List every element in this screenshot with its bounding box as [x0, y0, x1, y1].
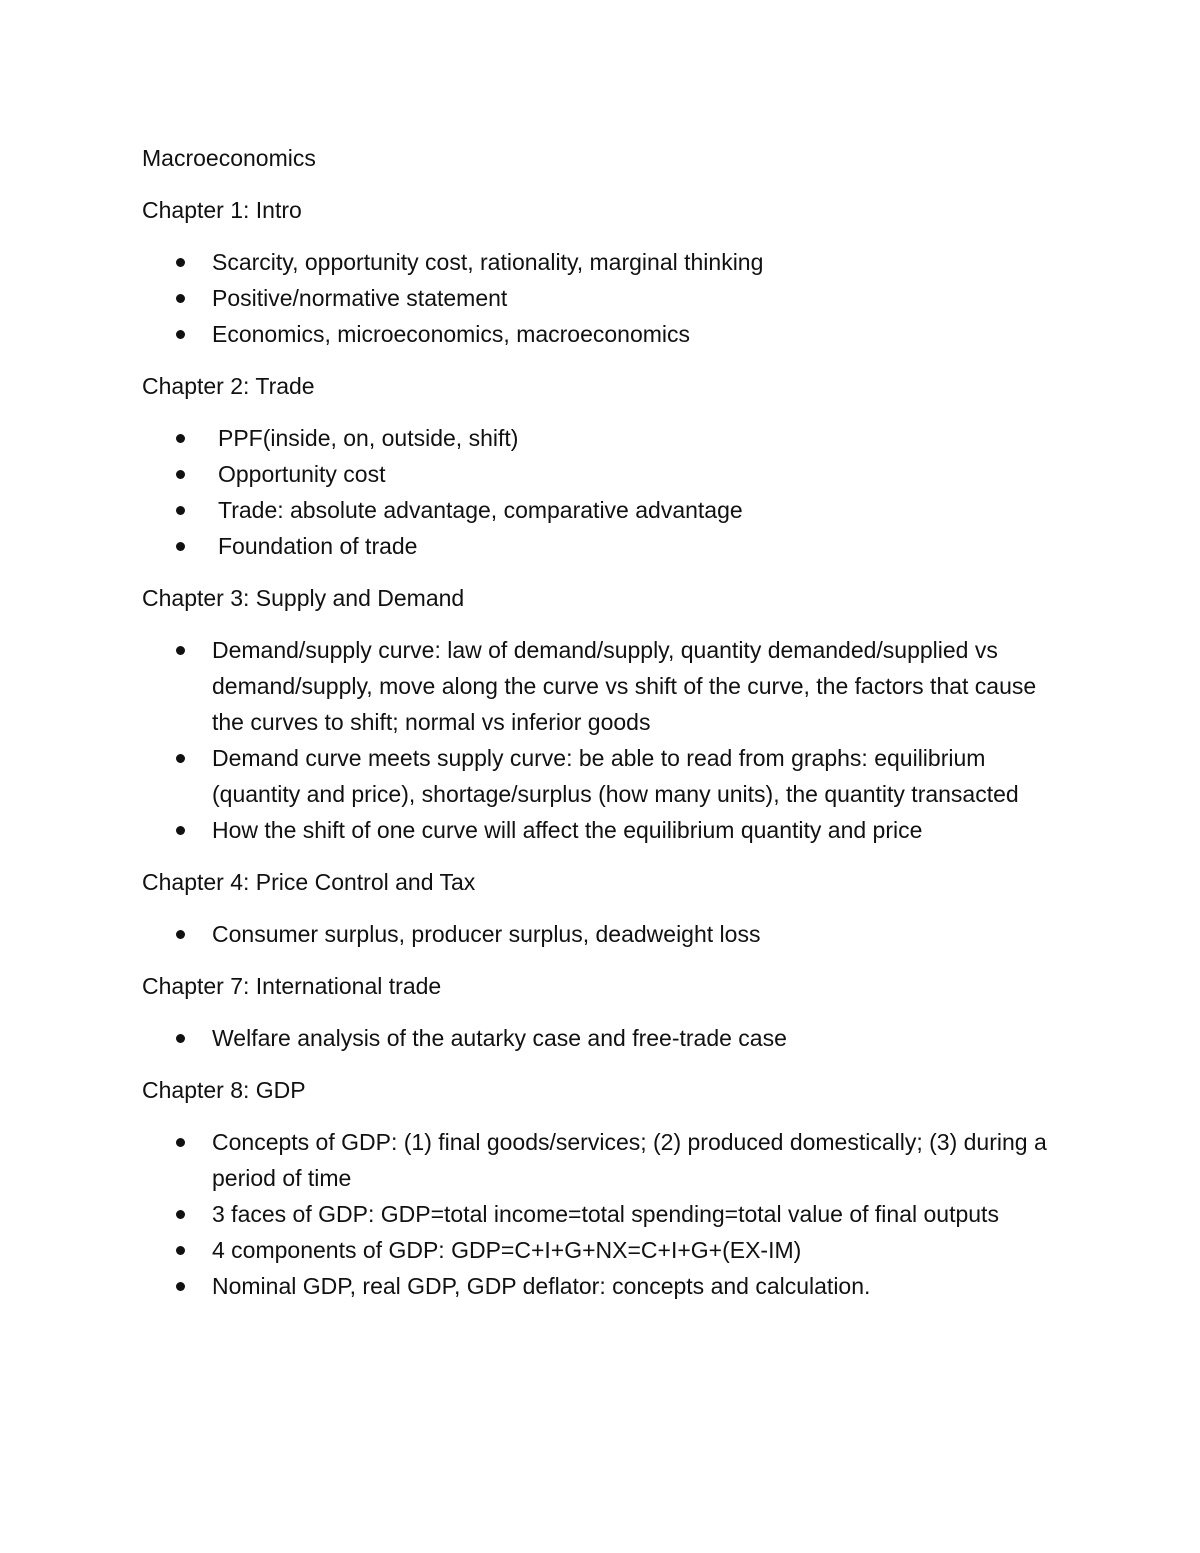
bullet-icon	[176, 1246, 185, 1255]
chapter-2-list	[142, 420, 1072, 564]
list-item	[142, 1020, 1072, 1056]
list-item-text: Opportunity cost	[218, 461, 386, 487]
chapter-8-list	[142, 1124, 1072, 1304]
bullet-icon	[176, 330, 185, 339]
list-item-text: Welfare analysis of the autarky case and free-trade case	[212, 1025, 787, 1051]
list-item	[142, 1268, 1072, 1304]
bullet-icon	[176, 258, 185, 267]
bullet-icon	[176, 542, 185, 551]
list-item-text: 4 components of GDP: GDP=C+I+G+NX=C+I+G+(EX-IM)	[212, 1237, 802, 1263]
list-item	[142, 740, 1072, 812]
bullet-icon	[176, 930, 185, 939]
chapter-4-heading: Chapter 4: Price Control and Tax	[142, 869, 476, 895]
list-item	[142, 492, 1072, 528]
list-item	[142, 316, 1072, 352]
list-item-text: Concepts of GDP: (1) final goods/services; (2) produced domestically; (3) during a period of time	[212, 1129, 1047, 1191]
list-item-text: 3 faces of GDP: GDP=total income=total spending=total value of final outputs	[212, 1201, 999, 1227]
chapter-7-heading: Chapter 7: International trade	[142, 973, 442, 999]
list-item-text: Consumer surplus, producer surplus, deadweight loss	[212, 921, 761, 947]
list-item	[142, 916, 1072, 952]
list-item-text: Trade: absolute advantage, comparative advantage	[218, 497, 743, 523]
chapter-1-list	[142, 244, 1072, 352]
list-item	[142, 1196, 1072, 1232]
list-item	[142, 528, 1072, 564]
bullet-icon	[176, 434, 185, 443]
list-item-text: Demand curve meets supply curve: be able to read from graphs: equilibrium (quantity and price), shortage/surplus (how many units), the quantity transacted	[212, 745, 1019, 807]
list-item-text: How the shift of one curve will affect the equilibrium quantity and price	[212, 817, 923, 843]
bullet-icon	[176, 294, 185, 303]
bullet-icon	[176, 1210, 185, 1219]
list-item	[142, 244, 1072, 280]
list-item-text: Demand/supply curve: law of demand/supply, quantity demanded/supplied vs demand/supply, move along the curve vs shift of the curve, the factors that cause the curves to shift; normal vs inferior goods	[212, 637, 1037, 735]
chapter-7-list	[142, 1020, 1072, 1056]
list-item-text: Nominal GDP, real GDP, GDP deflator: concepts and calculation.	[212, 1273, 871, 1299]
bullet-icon	[176, 1282, 185, 1291]
list-item	[142, 280, 1072, 316]
list-item	[142, 420, 1072, 456]
list-item	[142, 1124, 1072, 1196]
list-item	[142, 456, 1072, 492]
bullet-icon	[176, 754, 185, 763]
list-item-text: Foundation of trade	[218, 533, 418, 559]
chapter-4-list	[142, 916, 1072, 952]
list-item	[142, 1232, 1072, 1268]
chapter-2-heading: Chapter 2: Trade	[142, 373, 315, 399]
document-title: Macroeconomics	[142, 145, 316, 171]
chapter-3-heading: Chapter 3: Supply and Demand	[142, 585, 465, 611]
chapter-1-heading: Chapter 1: Intro	[142, 197, 302, 223]
bullet-icon	[176, 1138, 185, 1147]
chapter-3-list	[142, 632, 1072, 848]
list-item	[142, 812, 1072, 848]
list-item-text: Economics, microeconomics, macroeconomics	[212, 321, 691, 347]
bullet-icon	[176, 506, 185, 515]
list-item-text: PPF(inside, on, outside, shift)	[218, 425, 519, 451]
bullet-icon	[176, 1034, 185, 1043]
bullet-icon	[176, 646, 185, 655]
list-item-text: Positive/normative statement	[212, 285, 508, 311]
bullet-icon	[176, 470, 185, 479]
list-item-text: Scarcity, opportunity cost, rationality, marginal thinking	[212, 249, 764, 275]
chapter-8-heading: Chapter 8: GDP	[142, 1077, 306, 1103]
list-item	[142, 632, 1072, 740]
bullet-icon	[176, 826, 185, 835]
document-page	[142, 140, 1072, 1320]
